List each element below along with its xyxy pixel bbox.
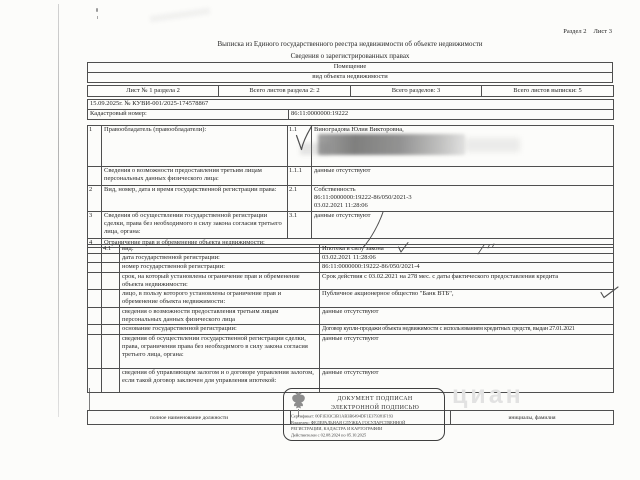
registration-kind-label: Вид, номер, дата и время государственной регистрации права: <box>102 186 288 212</box>
row-subnumber: 2.1 <box>288 186 312 212</box>
section-sheet-label <box>556 28 612 35</box>
restriction-number-label: номер государственной регистрации: <box>120 263 320 272</box>
row-number: 4 <box>88 238 102 247</box>
row-number: 3 <box>88 211 102 238</box>
deal-registration-label: Сведения об осуществлении государственной регистрации сделки, права без необходимого в силу закона согласия третьего лица, органа: <box>102 211 288 238</box>
scan-smudge <box>150 8 210 22</box>
restriction-basis-label: основание государственной регистрации: <box>120 325 320 334</box>
deal-registration-value: данные отсутствуют <box>312 211 614 238</box>
sheet-cell: Лист № 1 раздела 2 <box>88 86 219 97</box>
row-subnumber: 1.1 <box>288 126 312 167</box>
row-subnumber: 1.1.1 <box>288 167 312 186</box>
section-label: Раздел 2 <box>563 28 587 35</box>
restriction-deal-registration-label: сведения об осуществлении государственной регистрации сделки, права, ограничения права без необходимого в силу закона согласия третьего лица, органа: <box>120 334 320 368</box>
sheets-info-table <box>87 85 614 97</box>
object-type-value: Помещение <box>88 63 613 73</box>
stamp-owner-line1: Владелец: ФЕДЕРАЛЬНАЯ СЛУЖБА ГОСУДАРСТВЕННОЙ <box>291 420 406 426</box>
sheet-cell: Всего разделов: 3 <box>351 86 482 97</box>
restriction-personal-data-label: сведения о возможности предоставления третьим лицам персональных данных физического лица <box>120 308 320 325</box>
row-number: 2 <box>88 186 102 212</box>
doc-date-number: 15.09.2025г. № КУВИ-001/2025-174578867 <box>88 100 614 110</box>
rightholder-value: Виноградова Юлия Викторовна, <box>312 126 614 167</box>
table-row <box>88 325 614 334</box>
restriction-date-label: дата государственной регистрации: <box>120 254 320 263</box>
page-fold-line <box>58 4 59 417</box>
stamp-certificate: Сертификат: 00F1E03C3B1AB3B6494DF1E379381F193 <box>291 414 394 420</box>
stamp-heading-line2: ЭЛЕКТРОННОЙ ПОДПИСЬЮ <box>330 404 420 411</box>
stamp-validity: Действителен с 02.08.2024 по 05.10.2025 <box>291 433 367 438</box>
stamp-heading-line1: ДОКУМЕНТ ПОДПИСАН <box>337 396 413 402</box>
digital-signature-stamp <box>283 388 445 441</box>
sheet-cell: Всего листов раздела 2: 2 <box>219 86 351 97</box>
doc-number-table <box>87 99 614 120</box>
restriction-kind-value: Ипотека в силу закона <box>320 245 614 254</box>
stamp-owner-line2: РЕГИСТРАЦИИ, КАДАСТРА И КАРТОГРАФИИ <box>291 427 383 432</box>
object-type-table <box>87 62 613 83</box>
sheet-label: Лист 3 <box>593 28 612 35</box>
table-row <box>88 186 614 212</box>
cian-watermark: циан <box>452 381 524 409</box>
restriction-beneficiary-label: лицо, в пользу которого установлены ограничение прав и обременение объекта недвижимости: <box>120 290 320 308</box>
restriction-kind-label: вид: <box>120 245 320 254</box>
table-row <box>88 290 614 308</box>
document-title: Выписка из Единого государственного реестра недвижимости об объекте недвижимости <box>217 40 483 48</box>
personal-data-value: данные отсутствуют <box>312 167 614 186</box>
registration-kind-value <box>312 186 614 212</box>
redaction-blur <box>318 134 465 155</box>
restriction-number-value: 86:11:0000000:19222-86/050/2021-4 <box>320 263 614 272</box>
row-subnumber: 4.1 <box>102 245 120 254</box>
document-subtitle: Сведения о зарегистрированных правах <box>290 52 410 60</box>
restriction-date-value: 03.02.2021 11:28:06 <box>320 254 614 263</box>
redaction-blur <box>465 138 520 152</box>
restriction-term-label: срок, на который установлены ограничение прав и обременение объекта недвижимости: <box>120 272 320 289</box>
table-row <box>88 254 614 263</box>
cadastral-number-value: 86:11:0000000:19222 <box>289 110 614 120</box>
table-row <box>88 263 614 272</box>
table-row <box>88 167 614 186</box>
scan-speck <box>97 16 98 19</box>
restriction-personal-data-value: данные отсутствуют <box>320 308 614 325</box>
table-row <box>88 211 614 238</box>
pledge-manager-value: данные отсутствуют <box>320 368 614 392</box>
row-number: 1 <box>88 126 102 167</box>
ownership-type: Собственность <box>314 186 356 193</box>
restriction-beneficiary-value: Публичное акционерное общество "Банк ВТБ", <box>320 290 614 308</box>
registration-datetime: 03.02.2021 11:28:06 <box>314 202 368 210</box>
registration-number: 86:11:0000000:19222-86/050/2021-3 <box>314 194 412 202</box>
row-subnumber: 3.1 <box>288 211 312 238</box>
restrictions-header: Ограничение прав и обременение объекта недвижимости: <box>102 238 614 247</box>
table-row <box>88 245 614 254</box>
rightholder-label: Правообладатель (правообладатели): <box>102 126 288 167</box>
stamp-certificate-block <box>291 414 441 439</box>
personal-data-label: Сведения о возможности предоставления третьим лицам персональных данных физического лица: <box>102 167 288 186</box>
restriction-term-value: Срок действия с 03.02.2021 на 278 мес. с даты фактического предоставления кредита <box>320 272 614 289</box>
restrictions-table <box>87 244 614 393</box>
stamp-heading <box>310 395 440 412</box>
object-type-caption: вид объекта недвижимости <box>88 73 613 83</box>
signature-position-label: полное наименование должности <box>88 411 291 425</box>
cadastral-number-label: Кадастровый номер: <box>88 110 289 120</box>
signature-initials-label: инициалы, фамилия <box>451 411 614 425</box>
table-row <box>88 308 614 325</box>
sheet-cell: Всего листов выписки: 5 <box>482 86 614 97</box>
pledge-manager-label: сведения об управляющем залогом и о договоре управления залогом, если такой договор заключен для управления ипотекой: <box>120 368 320 392</box>
table-row <box>88 272 614 289</box>
scan-speck <box>96 8 98 12</box>
restriction-basis-value: Договор купли-продажи объекта недвижимости с использованием кредитных средств, выдан 27.01.2021 <box>320 325 614 334</box>
table-row <box>88 334 614 368</box>
restriction-deal-registration-value: данные отсутствуют <box>320 334 614 368</box>
